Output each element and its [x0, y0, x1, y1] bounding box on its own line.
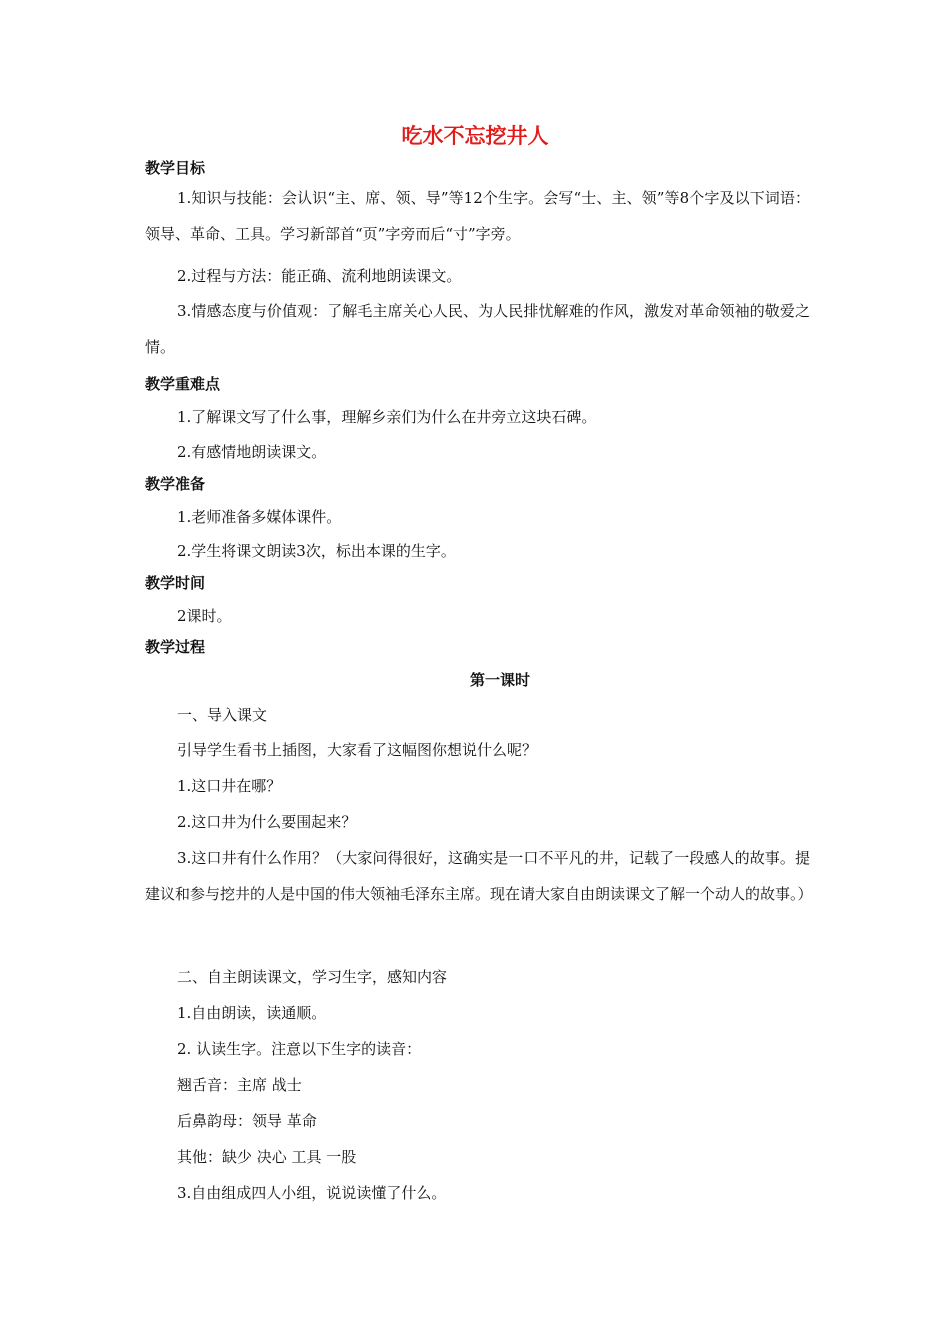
goal-item-3: 3.情感态度与价值观：了解毛主席关心人民、为人民排忧解难的作风，激发对革命领袖的敬爱之情。 — [145, 302, 810, 356]
process-line-2: 引导学生看书上插图，大家看了这幅图你想说什么呢？ — [177, 741, 538, 759]
process-line-7: 1.自由朗读，读通顺。 — [177, 1004, 327, 1022]
key-point-item-1: 1.了解课文写了什么事，理解乡亲们为什么在井旁立这块石碑。 — [177, 408, 597, 426]
section-heading-key-points: 教学重难点 — [145, 375, 221, 393]
process-line-12: 3.自由组成四人小组，说说读懂了什么。 — [177, 1184, 447, 1202]
process-line-6: 二、自主朗读课文，学习生字，感知内容 — [177, 968, 448, 986]
document-title: 吃水不忘挖井人 — [401, 124, 549, 148]
lesson-title: 第一课时 — [469, 671, 530, 689]
key-point-item-2: 2.有感情地朗读课文。 — [177, 443, 327, 461]
process-line-5: 3.这口井有什么作用？（大家问得很好，这确实是一口不平凡的井，记载了一段感人的故事。提建议和参与挖井的人是中国的伟大领袖毛泽东主席。现在请大家自由朗读课文了解一个动人的故事。） — [145, 849, 813, 903]
process-line-4: 2.这口井为什么要围起来？ — [177, 813, 357, 831]
goal-item-2: 2.过程与方法：能正确、流利地朗读课文。 — [177, 267, 462, 285]
preparation-item-2: 2.学生将课文朗读3次，标出本课的生字。 — [177, 542, 456, 560]
process-line-8: 2. 认读生字。注意以下生字的读音： — [177, 1040, 422, 1058]
process-line-1: 一、导入课文 — [177, 706, 268, 724]
preparation-item-1: 1.老师准备多媒体课件。 — [177, 508, 342, 526]
section-heading-goals: 教学目标 — [145, 159, 206, 177]
process-line-11: 其他：缺少 决心 工具 一股 — [177, 1148, 357, 1166]
process-line-10: 后鼻韵母：领导 革命 — [177, 1112, 317, 1130]
section-heading-process: 教学过程 — [145, 638, 206, 656]
section-heading-time: 教学时间 — [145, 574, 206, 592]
process-line-3: 1.这口井在哪？ — [177, 777, 282, 795]
section-heading-preparation: 教学准备 — [145, 475, 206, 493]
time-item-1: 2课时。 — [177, 607, 232, 625]
goal-item-1: 1.知识与技能：会认识“主、席、领、导”等12个生字。会写“士、主、领”等8个字及以下词语：领导、革命、工具。学习新部首“页”字旁而后“寸”字旁。 — [145, 189, 810, 243]
process-line-9: 翘舌音：主席 战士 — [177, 1076, 302, 1094]
